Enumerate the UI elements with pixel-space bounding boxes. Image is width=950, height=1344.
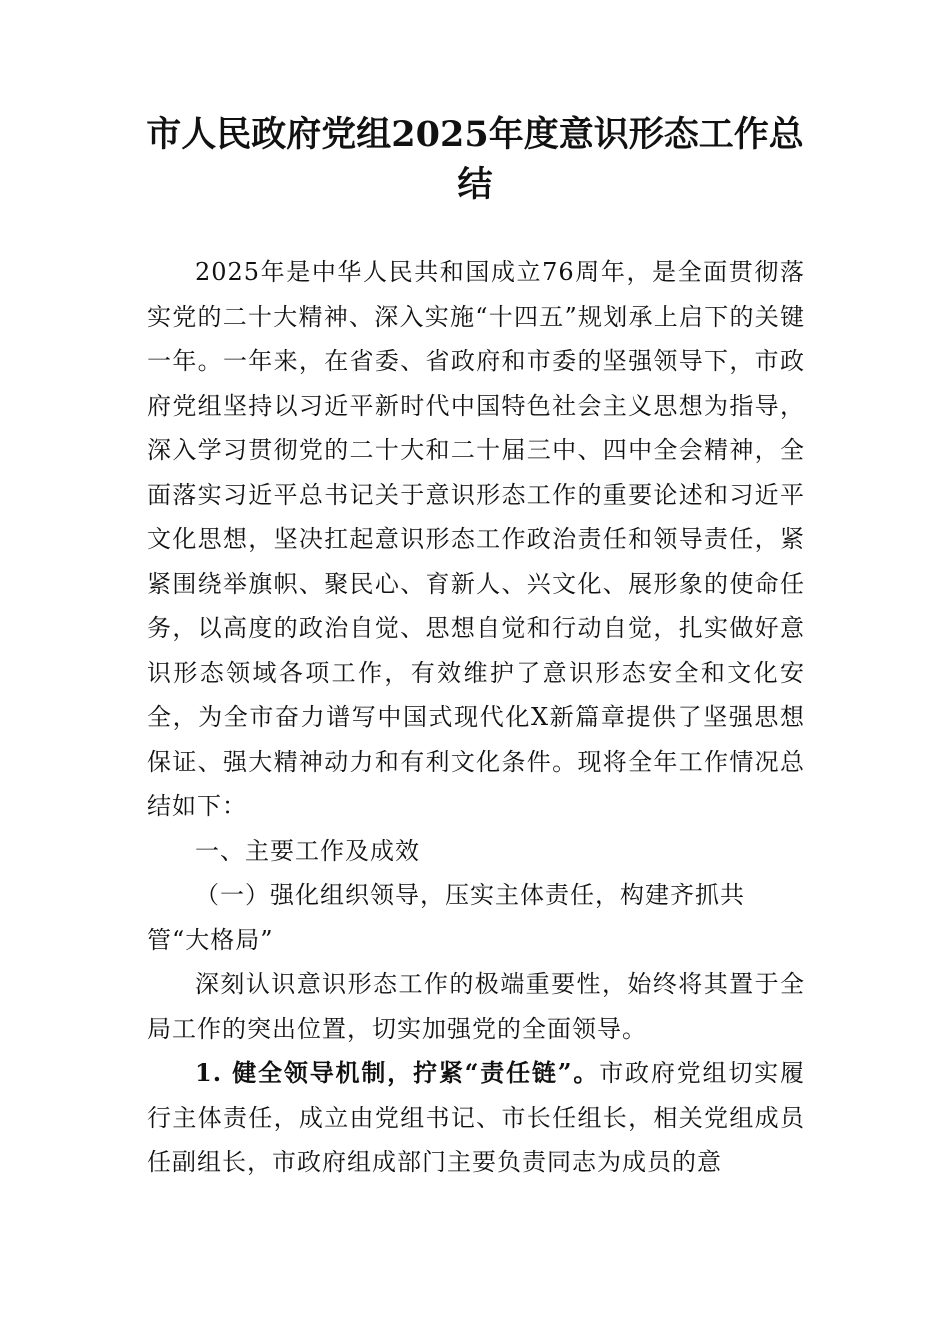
item-text-1: 市政府党组切实履行主体责任，成立由党组书记、市长任组长，相关党组成员任副组长，市政府组成部门主要负责同志为成员的意 [147, 1059, 805, 1176]
item-paragraph-1 [147, 1051, 805, 1185]
item-lead-1: 1. 健全领导机制，拧紧“责任链”。 [195, 1058, 600, 1087]
document-body [147, 250, 805, 1185]
subsection-paragraph-1: 深刻认识意识形态工作的极端重要性，始终将其置于全局工作的突出位置，切实加强党的全面领导。 [147, 970, 805, 1043]
subsection-heading-1: （一）强化组织领导，压实主体责任，构建齐抓共管“大格局” [147, 881, 745, 954]
intro-paragraph: 2025年是中华人民共和国成立76周年，是全面贯彻落实党的二十大精神、深入实施“十四五”规划承上启下的关键一年。一年来，在省委、省政府和市委的坚强领导下，市政府党组坚持以习近平新时代中国特色社会主义思想为指导，深入学习贯彻党的二十大和二十届三中、四中全会精神，全面落实习近平总书记关于意识形态工作的重要论述和习近平文化思想，坚决扛起意识形态工作政治责任和领导责任，紧紧围绕举旗帜、聚民心、育新人、兴文化、展形象的使命任务，以高度的政治自觉、思想自觉和行动自觉，扎实做好意识形态领域各项工作，有效维护了意识形态安全和文化安全，为全市奋力谱写中国式现代化X新篇章提供了坚强思想保证、强大精神动力和有利文化条件。现将全年工作情况总结如下： [147, 258, 805, 820]
document-title: 市人民政府党组2025年度意识形态工作总结 [146, 114, 804, 205]
section-heading-1: 一、主要工作及成效 [195, 836, 420, 865]
